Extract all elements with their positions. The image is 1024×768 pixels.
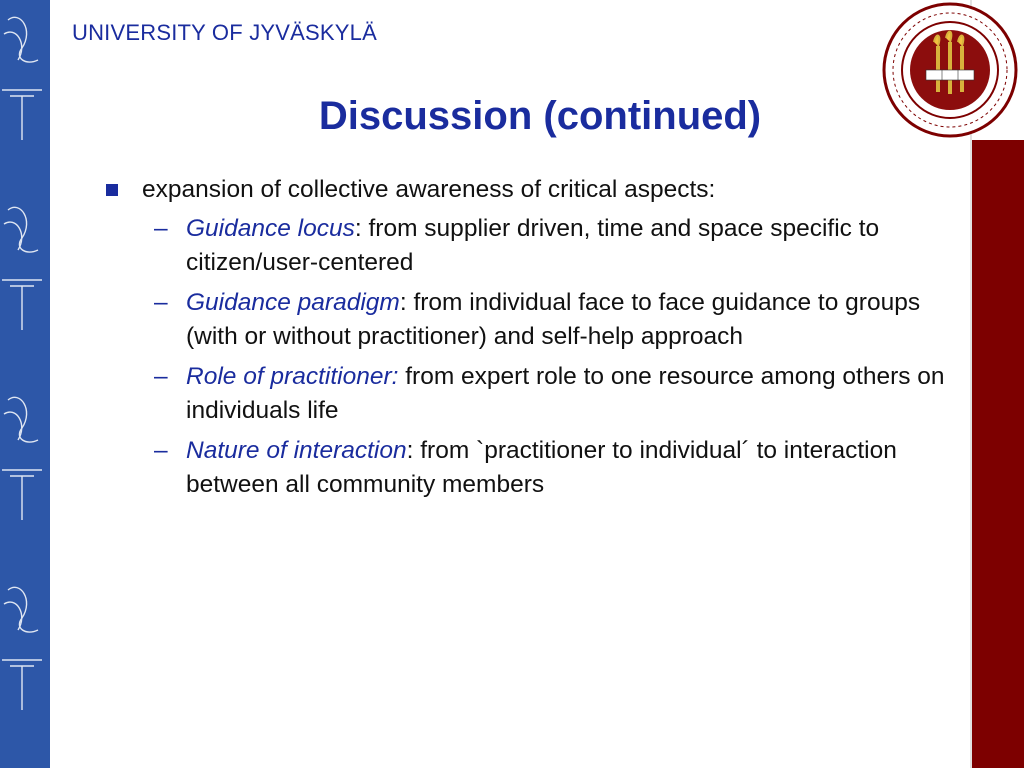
dash-bullet-icon: – [154,437,168,464]
dash-bullet-icon: – [154,215,168,242]
dash-bullet-icon: – [154,363,168,390]
square-bullet-icon [106,184,118,196]
slide-content [104,172,964,527]
sub-bullet-text: from expert role to one resource among others on individuals life [186,363,945,424]
sub-bullet-item [154,360,966,428]
sub-bullet-term: Guidance locus [186,215,355,242]
bullet-item [104,172,964,208]
bullet-text: expansion of collective awareness of critical aspects: [142,176,716,203]
sub-bullet-text: : from `practitioner to individual´ to interaction between all community members [186,437,897,498]
sub-bullet-item [154,212,966,280]
torch-motif-1 [2,17,42,140]
sub-bullet-item [154,434,966,502]
university-name: UNIVERSITY OF JYVÄSKYLÄ [72,20,377,45]
sub-bullet-list [154,212,964,502]
slide-title: Discussion (continued) [318,94,762,138]
maroon-band [972,140,1024,768]
torch-motif-2 [2,207,42,330]
sub-bullet-item [154,286,966,354]
sub-bullet-term: Role of practitioner: [186,363,399,390]
university-seal [880,2,1020,138]
torch-motif-4 [2,587,42,710]
sub-bullet-text: : from supplier driven, time and space specific to citizen/user-centered [186,215,880,276]
sub-bullet-text: : from individual face to face guidance to groups (with or without practitioner) and self-help approach [186,289,921,350]
left-decorative-strip [0,0,50,768]
sub-bullet-term: Nature of interaction [186,437,407,464]
dash-bullet-icon: – [154,289,168,316]
torch-pattern [0,0,50,768]
sub-bullet-term: Guidance paradigm [186,289,400,316]
torch-motif-3 [2,397,42,520]
